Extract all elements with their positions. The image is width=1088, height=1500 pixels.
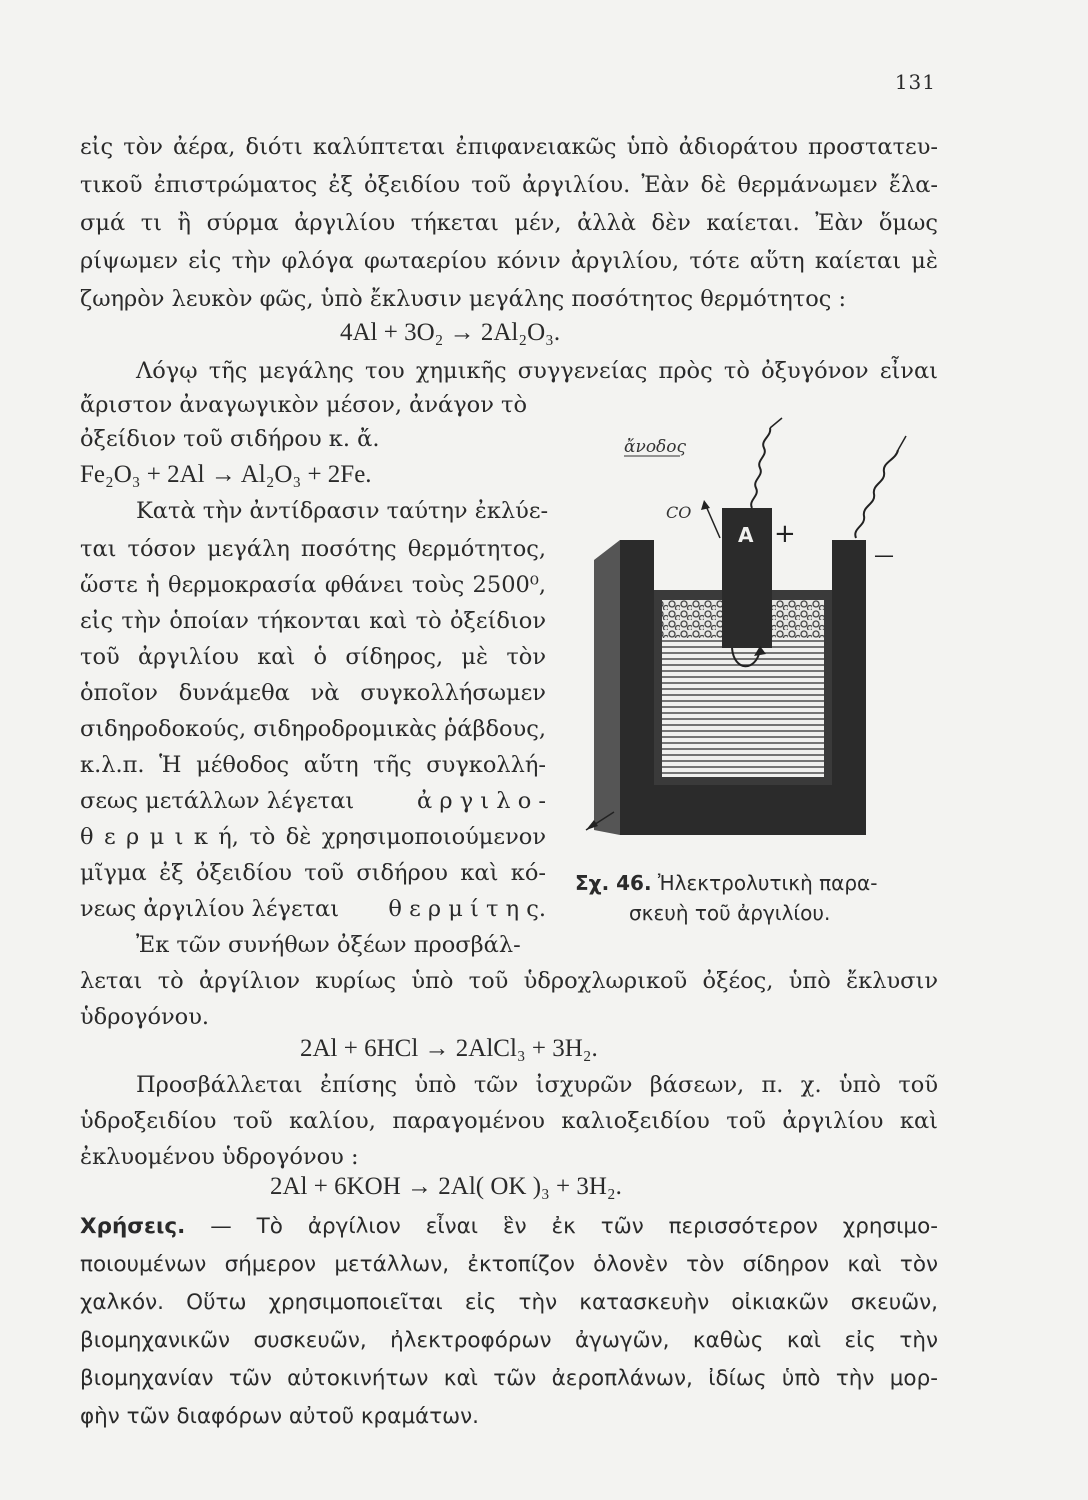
text-line: κ.λ.π. Ἡ μέθοδος αὕτη τῆς συγκολλή- [80,752,546,778]
caption-number: Σχ. 46. [575,871,652,895]
text-fragment: — Τὸ ἀργίλιον εἶναι ἓν ἐκ τῶν περισσότερον χρησιμο- [210,1214,938,1239]
equation-hcl: 2Al + 6HCl → 2AlCl₃ + 3H₂. [300,1035,598,1062]
anode-letter: A [738,523,754,547]
electrolysis-figure [584,410,924,840]
equation-koh: 2Al + 6KOH → 2Al( OK )₃ + 3H₂. [270,1173,622,1200]
electrolyte [662,635,824,777]
vessel-bottom [620,785,866,835]
text-line: εἰς τὴν ὁποίαν τήκονται καὶ τὸ ὀξείδιον [80,608,546,634]
text-line: Προσβάλλεται ἐπίσης ὑπὸ τῶν ἰσχυρῶν βάσεων, π. χ. ὑπὸ τοῦ [136,1072,938,1098]
term-aluminothermic: ἀ ρ γ ι λ ο - [416,788,546,814]
text-line: σμά τι ἢ σύρμα ἀργιλίου τήκεται μέν, ἀλλὰ δὲν καίεται. Ἐὰν ὅμως [80,210,938,236]
text-line [80,1212,938,1242]
text-line: ἐκλυομένου ὑδρογόνου : [80,1144,359,1170]
page-number: 131 [894,70,936,94]
text-line: ἄριστον ἀναγωγικὸν μέσον, ἀνάγον τὸ [80,392,528,418]
text-line: σιδηροδοκούς, σιδηροδρομικὰς ῥάβδους, [80,716,546,742]
text-line: ται τόσον μεγάλη ποσότης θερμότητος, [80,536,546,562]
text-line: ρίψωμεν εἰς τὴν φλόγα φωταερίου κόνιν ἀργιλίου, τότε αὕτη καίεται μὲ [80,248,938,274]
text-line: Ἐκ τῶν συνήθων ὀξέων προσβάλ- [136,932,521,958]
text-line: ὀξείδιον τοῦ σιδήρου κ. ἄ. [80,426,380,452]
equation-combustion: 4Al + 3O₂ → 2Al₂O₃. [340,319,561,346]
text-fragment: σεως μετάλλων λέγεται [80,788,355,814]
equation-thermite: Fe₂O₃ + 2Al → Al₂O₃ + 2Fe. [80,461,372,488]
caption-text: σκευὴ τοῦ ἀργιλίου. [629,901,831,925]
text-line: φὴν τῶν διαφόρων αὐτοῦ κραμάτων. [80,1404,479,1429]
uses-heading: Χρήσεις. [80,1214,186,1239]
text-line [80,894,546,924]
anode-label: ἄνοδος [624,437,687,457]
text-line: βιομηχανίαν τῶν αὐτοκινήτων καὶ τῶν ἀεροπλάνων, ἰδίως ὑπὸ τὴν μορ- [80,1366,938,1391]
text-line: τικοῦ ἐπιστρώματος ἐξ ὀξειδίου τοῦ ἀργιλίου. Ἐὰν δὲ θερμάνωμεν ἔλα- [80,172,938,198]
text-line: ὑδροξειδίου τοῦ καλίου, παραγομένου καλιοξειδίου τοῦ ἀργιλίου καὶ [80,1108,938,1134]
text-line: λεται τὸ ἀργίλιον κυρίως ὑπὸ τοῦ ὑδροχλωρικοῦ ὀξέος, ὑπὸ ἔκλυσιν [80,968,938,994]
figure-caption [575,868,885,928]
plus-label: + [774,519,796,549]
text-line: ζωηρὸν λευκὸν φῶς, ὑπὸ ἔκλυσιν μεγάλης ποσότητος θερμότητος : [80,286,847,312]
text-line: χαλκόν. Οὕτω χρησιμοποιεῖται εἰς τὴν κατασκευὴν οἰκιακῶν σκευῶν, [80,1290,938,1315]
text-line: τοῦ ἀργιλίου καὶ ὁ σίδηρος, μὲ τὸν [80,644,546,670]
text-line [80,786,546,816]
text-line: Κατὰ τὴν ἀντίδρασιν ταύτην ἐκλύε- [136,498,549,524]
minus-label: — [874,543,894,567]
text-line: θ ε ρ μ ι κ ή, τὸ δὲ χρησιμοποιούμενον [80,824,546,850]
text-line: εἰς τὸν ἀέρα, διότι καλύπτεται ἐπιφανειακῶς ὑπὸ ἀδιοράτου προστατευ- [80,134,938,160]
term-thermite: θ ε ρ μ ί τ η ς. [388,896,546,922]
text-line: ὥστε ἡ θερμοκρασία φθάνει τοὺς 2500⁰, [80,572,546,598]
text-line: ὁποῖον δυνάμεθα νὰ συγκολλήσωμεν [80,680,546,706]
text-fragment: νεως ἀργιλίου λέγεται [80,896,340,922]
anode-wire [751,428,770,508]
co-label: CO [666,503,692,522]
cathode-wire [855,450,898,538]
text-line: ὑδρογόνου. [80,1004,210,1030]
text-line: ποιουμένων σήμερον μετάλλων, ἐκτοπίζον ὁλονὲν τὸν σίδηρον καὶ τὸν [80,1252,938,1277]
text-line: βιομηχανικῶν συσκευῶν, ἠλεκτροφόρων ἀγωγῶν, καθὼς καὶ εἰς τὴν [80,1328,938,1353]
text-line: μῖγμα ἐξ ὀξειδίου τοῦ σιδήρου καὶ κό- [80,860,546,886]
text-line: Λόγῳ τῆς μεγάλης του χημικῆς συγγενείας πρὸς τὸ ὀξυγόνον εἶναι [136,358,938,384]
caption-text: Ἠλεκτρολυτικὴ παρα- [657,871,878,895]
